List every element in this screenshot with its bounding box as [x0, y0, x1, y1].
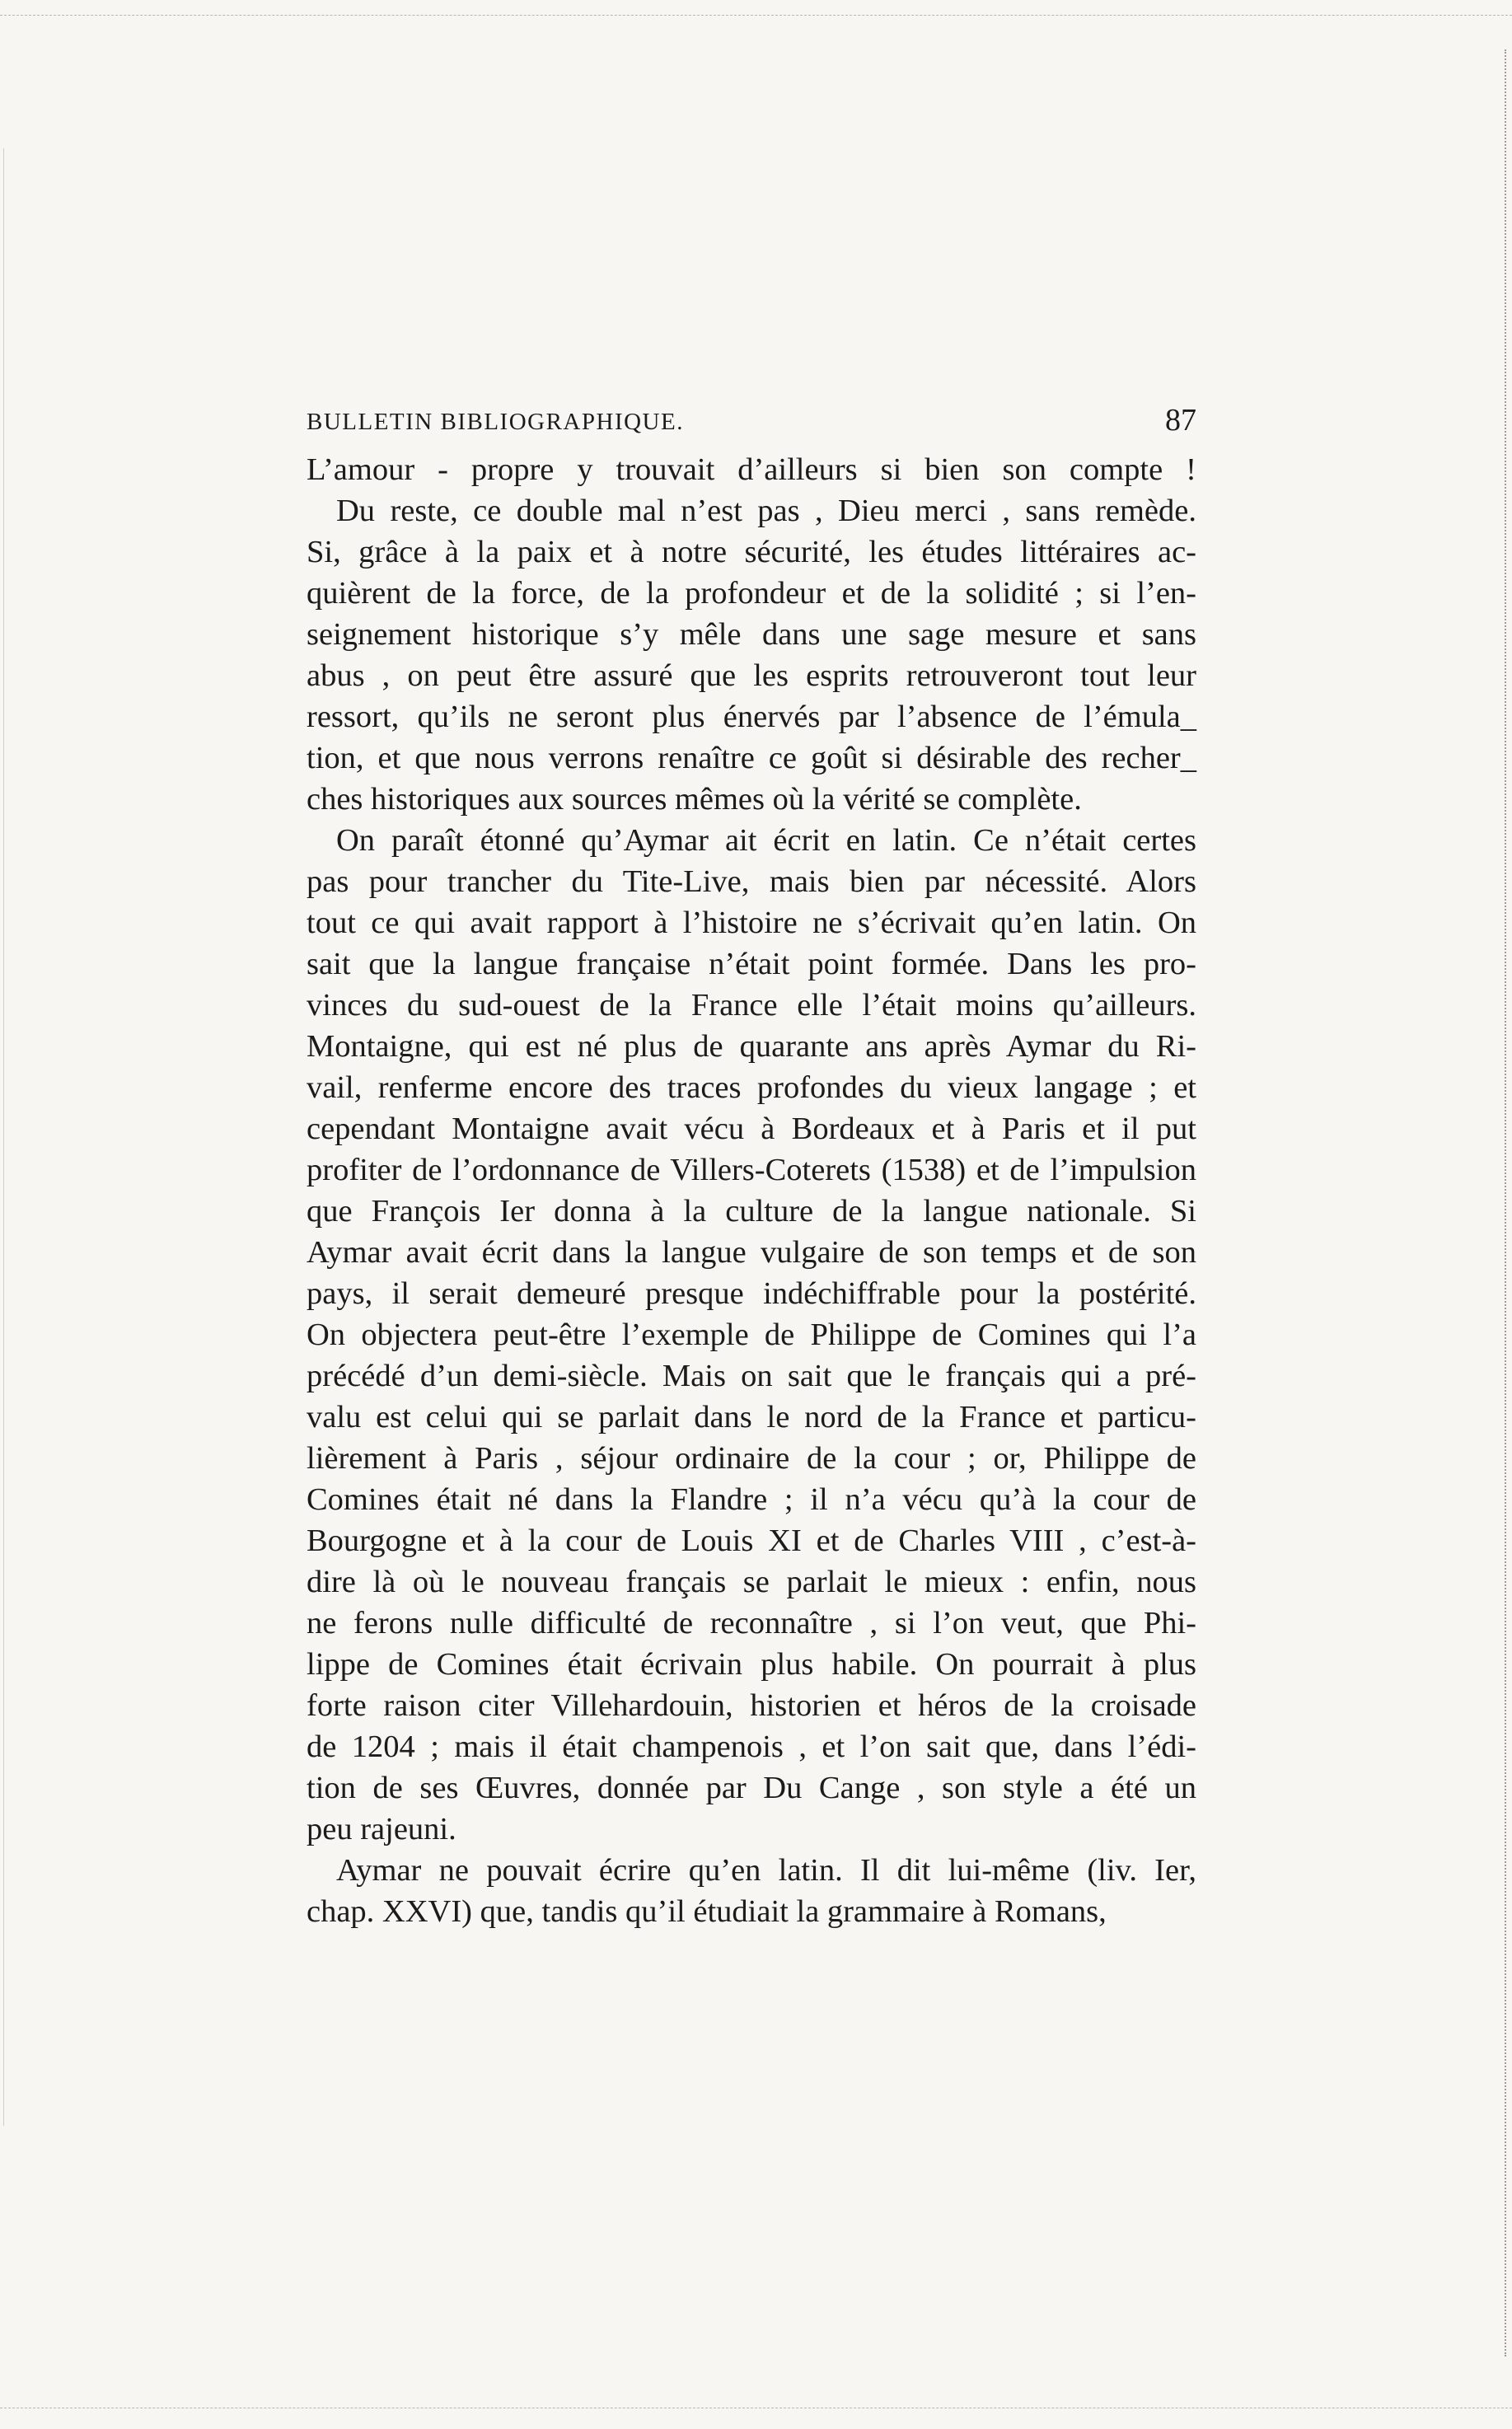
text-line: pays, il serait demeuré presque indéchiffrable pour la postérité. [307, 1276, 1196, 1311]
text-line: valu est celui qui se parlait dans le nord de la France et particu- [307, 1400, 1196, 1434]
text-line: lièrement à Paris , séjour ordinaire de la cour ; or, Philippe de [307, 1441, 1196, 1476]
page-header [307, 402, 1196, 443]
right-scan-edge [1505, 49, 1508, 2356]
text-line: Montaigne, qui est né plus de quarante ans après Aymar du Ri- [307, 1029, 1196, 1064]
text-line: Du reste, ce double mal n’est pas , Dieu merci , sans remède. [336, 494, 1196, 528]
text-line: quièrent de la force, de la profondeur et de la solidité ; si l’en- [307, 576, 1196, 611]
text-line: précédé d’un demi-siècle. Mais on sait que le français qui a pré- [307, 1359, 1196, 1393]
text-line: On objectera peut-être l’exemple de Philippe de Comines qui l’a [307, 1317, 1196, 1352]
text-line: que François Ier donna à la culture de la langue nationale. Si [307, 1194, 1196, 1229]
text-line: dire là où le nouveau français se parlait le mieux : enfin, nous [307, 1565, 1196, 1599]
text-line: seignement historique s’y mêle dans une sage mesure et sans [307, 617, 1196, 652]
text-line: Aymar avait écrit dans la langue vulgaire de son temps et de son [307, 1235, 1196, 1270]
text-line: vinces du sud-ouest de la France elle l’était moins qu’ailleurs. [307, 988, 1196, 1023]
text-line: ne ferons nulle difficulté de reconnaître , si l’on veut, que Phi- [307, 1606, 1196, 1640]
running-title: BULLETIN BIBLIOGRAPHIQUE. [307, 409, 684, 435]
text-line: tion de ses Œuvres, donnée par Du Cange , son style a été un [307, 1771, 1196, 1805]
text-line: Si, grâce à la paix et à notre sécurité, les études littéraires ac- [307, 535, 1196, 569]
text-line: cependant Montaigne avait vécu à Bordeaux et à Paris et il put [307, 1112, 1196, 1146]
text-line: de 1204 ; mais il était champenois , et l’on sait que, dans l’édi- [307, 1729, 1196, 1764]
text-line: tout ce qui avait rapport à l’histoire ne s’écrivait qu’en latin. On [307, 906, 1196, 940]
text-line: tion, et que nous verrons renaître ce goût si désirable des recher_ [307, 741, 1196, 775]
body-text [307, 449, 1196, 1932]
text-line: On paraît étonné qu’Aymar ait écrit en latin. Ce n’était certes [336, 823, 1196, 858]
text-line: Comines était né dans la Flandre ; il n’a vécu qu’à la cour de [307, 1482, 1196, 1517]
text-line: ches historiques aux sources mêmes où la vérité se complète. [307, 782, 1082, 817]
text-line: abus , on peut être assuré que les esprits retrouveront tout leur [307, 658, 1196, 693]
left-scan-edge [3, 148, 4, 2126]
text-line: pas pour trancher du Tite-Live, mais bien par nécessité. Alors [307, 864, 1196, 899]
text-line: ressort, qu’ils ne seront plus énervés par l’absence de l’émula_ [307, 700, 1196, 734]
text-line: vail, renferme encore des traces profondes du vieux langage ; et [307, 1070, 1196, 1105]
top-scan-edge [0, 0, 1512, 16]
text-line: sait que la langue française n’était point formée. Dans les pro- [307, 947, 1196, 981]
text-line: L’amour - propre y trouvait d’ailleurs si bien son compte ! [307, 452, 1196, 487]
text-line: forte raison citer Villehardouin, historien et héros de la croisade [307, 1688, 1196, 1723]
bottom-scan-edge [0, 2408, 1512, 2409]
page-number: 87 [1165, 403, 1196, 438]
text-line: Aymar ne pouvait écrire qu’en latin. Il dit lui-même (liv. Ier, [336, 1853, 1196, 1888]
text-line: peu rajeuni. [307, 1812, 456, 1846]
text-line: chap. XXVI) que, tandis qu’il étudiait la grammaire à Romans, [307, 1894, 1107, 1929]
text-line: profiter de l’ordonnance de Villers-Coterets (1538) et de l’impulsion [307, 1153, 1196, 1187]
text-line: lippe de Comines était écrivain plus habile. On pourrait à plus [307, 1647, 1196, 1682]
text-line: Bourgogne et à la cour de Louis XI et de Charles VIII , c’est-à- [307, 1523, 1196, 1558]
